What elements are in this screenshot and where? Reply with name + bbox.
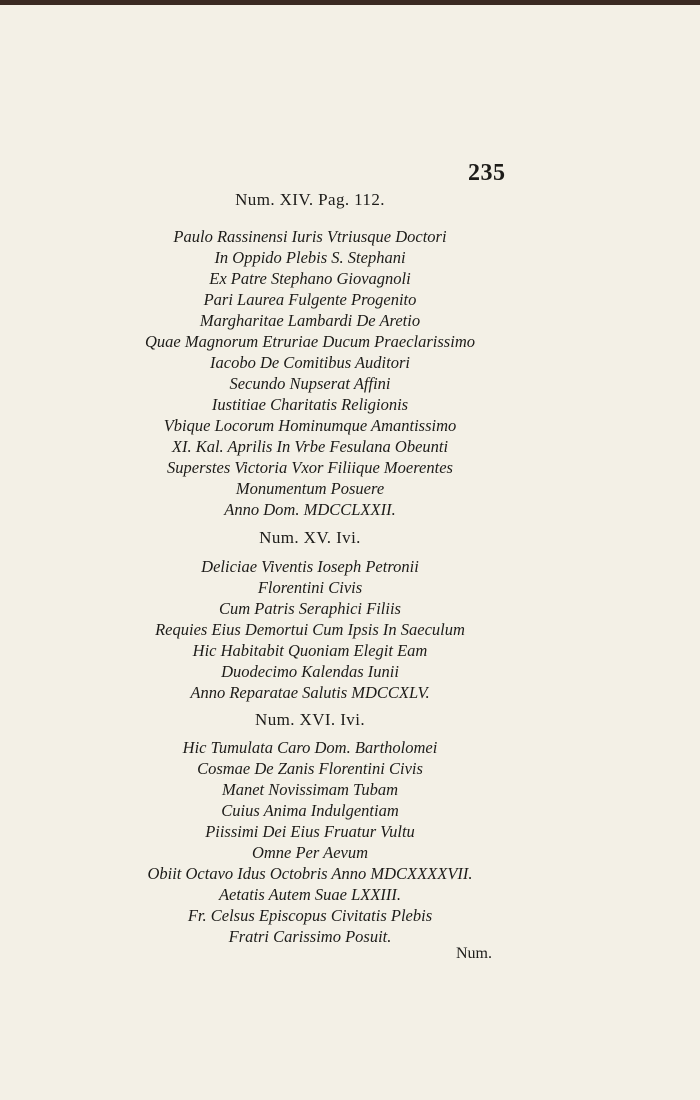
inscription-line: Florentini Civis [257,578,363,597]
inscription-line: Margharitae Lambardi De Aretio [199,311,421,330]
inscription-line: Hic Tumulata Caro Dom. Bartholomei [182,738,438,757]
page-top-edge [0,0,700,5]
section-heading-xiv: Num. XIV. Pag. 112. [235,190,385,209]
inscription-xv [70,556,550,703]
inscription-line: Fratri Carissimo Posuit. [228,927,392,946]
inscription-line: Requies Eius Demortui Cum Ipsis In Saeculum [155,620,465,639]
inscription-line: Aetatis Autem Suae LXXIII. [218,885,402,904]
inscription-line: Secundo Nupserat Affini [229,374,391,393]
inscription-line: Anno Reparatae Salutis MDCCXLV. [190,683,430,702]
inscription-line: Hic Habitabit Quoniam Elegit Eam [192,641,428,660]
inscription-xiv [70,226,550,520]
inscription-line: Anno Dom. MDCCLXXII. [224,500,396,519]
inscription-line: Cum Patris Seraphici Filiis [219,599,401,618]
inscription-line: Superstes Victoria Vxor Filiique Moerentes [167,458,453,477]
inscription-line: Quae Magnorum Etruriae Ducum Praeclarissimo [145,332,475,351]
inscription-line: Iacobo De Comitibus Auditori [210,353,410,372]
inscription-line: Obiit Octavo Idus Octobris Anno MDCXXXXVII. [147,864,473,883]
section-heading-xvi: Num. XVI. Ivi. [255,710,365,729]
inscription-line: Omne Per Aevum [251,843,369,862]
catchword: Num. [456,945,492,962]
page-number: 235 [468,160,506,186]
inscription-line: Fr. Celsus Episcopus Civitatis Plebis [187,906,433,925]
inscription-line: Duodecimo Kalendas Iunii [221,662,399,681]
inscription-line: Ex Patre Stephano Giovagnoli [209,269,411,288]
inscription-line: XI. Kal. Aprilis In Vrbe Fesulana Obeunti [171,437,449,456]
inscription-line: Iustitiae Charitatis Religionis [211,395,409,414]
inscription-line: Cuius Anima Indulgentiam [221,801,399,820]
inscription-line: Pari Laurea Fulgente Progenito [203,290,417,309]
inscription-line: Paulo Rassinensi Iuris Vtriusque Doctori [173,227,447,246]
inscription-line: In Oppido Plebis S. Stephani [214,248,406,267]
inscription-line: Vbique Locorum Hominumque Amantissimo [163,416,457,435]
inscription-line: Deliciae Viventis Ioseph Petronii [201,557,419,576]
inscription-line: Monumentum Posuere [235,479,385,498]
inscription-line: Piissimi Dei Eius Fruatur Vultu [205,822,415,841]
inscription-line: Cosmae De Zanis Florentini Civis [197,759,423,778]
section-heading-xv: Num. XV. Ivi. [259,528,361,547]
inscription-xvi [70,737,550,947]
inscription-line: Manet Novissimam Tubam [221,780,398,799]
